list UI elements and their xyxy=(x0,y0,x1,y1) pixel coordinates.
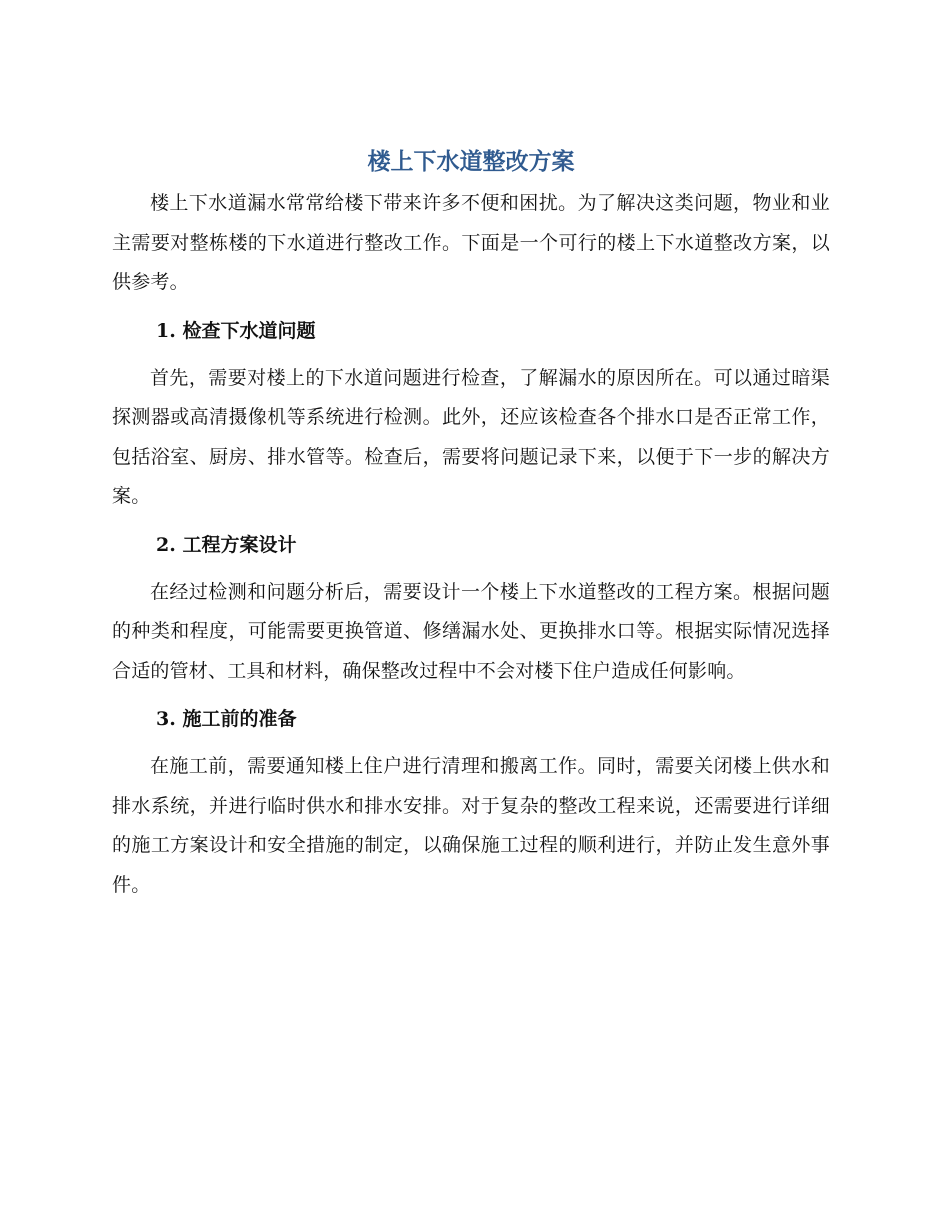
document-page xyxy=(112,140,830,905)
intro-paragraph: 楼上下水道漏水常常给楼下带来许多不便和困扰。为了解决这类问题，物业和业主需要对整栋楼的下水道进行整改工作。下面是一个可行的楼上下水道整改方案，以供参考。 xyxy=(112,192,830,293)
section-body-preparation: 在施工前，需要通知楼上住户进行清理和搬离工作。同时，需要关闭楼上供水和排水系统，并进行临时供水和排水安排。对于复杂的整改工程来说，还需要进行详细的施工方案设计和安全措施的制定，以确保施工过程的顺利进行，并防止发生意外事件。 xyxy=(112,755,830,896)
section-body-inspect: 首先，需要对楼上的下水道问题进行检查，了解漏水的原因所在。可以通过暗渠探测器或高清摄像机等系统进行检测。此外，还应该检查各个排水口是否正常工作，包括浴室、厨房、排水管等。检查后，需要将问题记录下来，以便于下一步的解决方案。 xyxy=(112,366,830,507)
section-heading-design: 2. 工程方案设计 xyxy=(156,533,297,556)
section-heading-inspect: 1. 检查下水道问题 xyxy=(156,319,316,342)
document-title: 楼上下水道整改方案 xyxy=(367,149,575,175)
section-heading-preparation: 3. 施工前的准备 xyxy=(156,708,297,730)
section-body-design: 在经过检测和问题分析后，需要设计一个楼上下水道整改的工程方案。根据问题的种类和程度，可能需要更换管道、修缮漏水处、更换排水口等。根据实际情况选择合适的管材、工具和材料，确保整改过程中不会对楼下住户造成任何影响。 xyxy=(112,580,830,682)
